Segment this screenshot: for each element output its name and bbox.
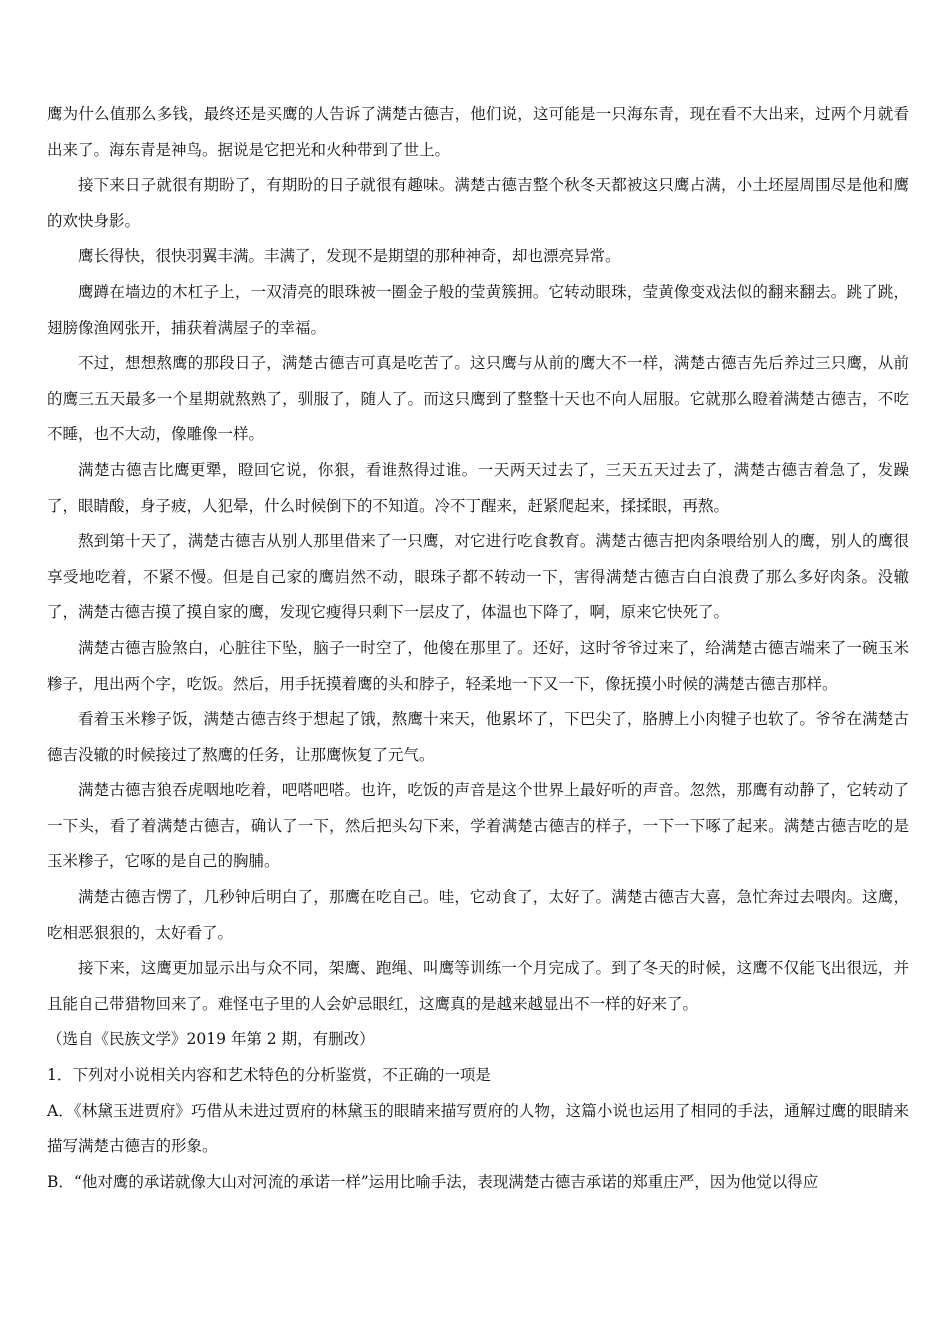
paragraph-6: 满楚古德吉比鹰更犟，瞪回它说，你狠，看谁熬得过谁。一天两天过去了，三天五天过去了，满楚古德吉着急了，发躁了，眼睛酸，身子疲，人犯晕，什么时候倒下的不知道。冷不丁醒来，赶紧爬起来，揉揉眼，再熬。: [47, 460, 909, 515]
paragraph-10: 满楚古德吉狼吞虎咽地吃着，吧嗒吧嗒。也许，吃饭的声音是这个世界上最好听的声音。忽然，那鹰有动静了，它转动了一下头，看了着满楚古德吉，确认了一下，然后把头勾下来，学着满楚古德吉的样子，一下一下啄了起来。满楚古德吉吃的是玉米糁子，它啄的是自己的胸脯。: [47, 781, 909, 871]
question-stem: 1．下列对小说相关内容和艺术特色的分析鉴赏，不正确的一项是: [47, 1066, 491, 1085]
paragraph-3: 鹰长得快，很快羽翼丰满。丰满了，发现不是期望的那种神奇，却也漂亮异常。: [78, 247, 621, 266]
question-option-a: A．《林黛玉进贾府》巧借从未进过贾府的林黛玉的眼睛来描写贾府的人物，这篇小说也运用了相同的手法，通解过鹰的眼睛来描写满楚古德吉的形象。: [47, 1101, 909, 1156]
paragraph-8: 满楚古德吉脸煞白，心脏往下坠，脑子一时空了，他傻在那里了。还好，这时爷爷过来了，给满楚古德吉端来了一碗玉米糁子，甩出两个字，吃饭。然后，用手抚摸着鹰的头和脖子，轻柔地一下又一下，像抚摸小时候的满楚古德吉那样。: [47, 638, 909, 693]
paragraph-2: 接下来日子就很有期盼了，有期盼的日子就很有趣味。满楚古德吉整个秋冬天都被这只鹰占满，小土坯屋周围尽是他和鹰的欢快身影。: [47, 176, 909, 230]
paragraph-7: 熬到第十天了，满楚古德吉从别人那里借来了一只鹰，对它进行吃食教育。满楚古德吉把肉条喂给别人的鹰，别人的鹰很享受地吃着，不紧不慢。但是自己家的鹰岿然不动，眼珠子都不转动一下，害得满楚古德吉白白浪费了那么多好肉条。没辙了，满楚古德吉摸了摸自家的鹰，发现它瘦得只剩下一层皮了，体温也下降了，啊，原来它快死了。: [47, 532, 909, 622]
paragraph-9: 看着玉米糁子饭，满楚古德吉终于想起了饿，熬鹰十来天，他累坏了，下巴尖了，胳膊上小肉犍子也软了。爷爷在满楚古德吉没辙的时候接过了熬鹰的任务，让那鹰恢复了元气。: [47, 710, 909, 764]
paragraph-12: 接下来，这鹰更加显示出与众不同，架鹰、跑绳、叫鹰等训练一个月完成了。到了冬天的时候，这鹰不仅能飞出很远，并且能自己带猎物回来了。难怪屯子里的人会妒忌眼红，这鹰真的是越来越显出不一样的好来了。: [47, 959, 909, 1013]
paragraph-5: 不过，想想熬鹰的那段日子，满楚古德吉可真是吃苦了。这只鹰与从前的鹰大不一样，满楚古德吉先后养过三只鹰，从前的鹰三五天最多一个星期就熬熟了，驯服了，随人了。而这只鹰到了整整十天也不向人屈服。它就那么瞪着满楚古德吉，不吃不睡，也不大动，像雕像一样。: [47, 354, 909, 444]
question-option-b: B．“他对鹰的承诺就像大山对河流的承诺一样”运用比喻手法，表现满楚古德吉承诺的郑重庄严，因为他觉以得应: [47, 1172, 819, 1191]
article-body: [47, 97, 909, 1200]
source-citation: （选自《民族文学》2019 年第 2 期，有删改）: [47, 1030, 375, 1049]
paragraph-4: 鹰蹲在墙边的木杠子上，一双清亮的眼珠被一圈金子般的莹黄簇拥。它转动眼珠，莹黄像变戏法似的翻来翻去。跳了跳，翅膀像渔网张开，捕获着满屋子的幸福。: [47, 282, 909, 337]
paragraph-1: 鹰为什么值那么多钱，最终还是买鹰的人告诉了满楚古德吉，他们说，这可能是一只海东青，现在看不大出来，过两个月就看出来了。海东青是神鸟。据说是它把光和火种带到了世上。: [47, 105, 909, 159]
paragraph-11: 满楚古德吉愣了，几秒钟后明白了，那鹰在吃自己。哇，它动食了，太好了。满楚古德吉大喜，急忙奔过去喂肉。这鹰，吃相恶狠狠的，太好看了。: [47, 888, 909, 942]
